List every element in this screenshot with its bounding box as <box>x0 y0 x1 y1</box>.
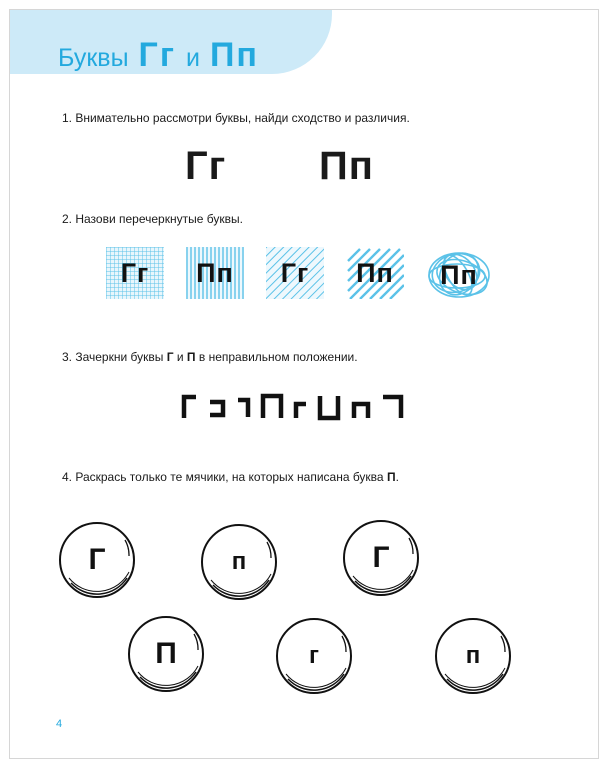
ball[interactable] <box>274 616 354 696</box>
ball-letter: п <box>231 548 247 575</box>
tile-letters: Пп <box>356 257 394 288</box>
task-2-text: 2. Назови перечеркнутые буквы. <box>62 212 243 226</box>
ball[interactable] <box>199 522 279 602</box>
tile-letters: Гг <box>280 257 310 288</box>
ball-letter: Г <box>372 541 390 574</box>
task-1-text: 1. Внимательно рассмотри буквы, найди сходство и различия. <box>62 111 410 125</box>
ball-letter: Г <box>88 543 106 576</box>
task-3-letter-p: П <box>186 350 196 364</box>
task-4-text: 4. Раскрась только те мячики, на которых написана буква П. <box>62 470 399 484</box>
title-word: Буквы <box>58 44 129 72</box>
ball[interactable] <box>433 616 513 696</box>
shape-p-upright <box>263 396 281 418</box>
shape-p-rotated-right <box>210 402 223 415</box>
tile-diagonal-lines <box>266 247 324 299</box>
shape-g-mirrored-tall <box>383 397 401 418</box>
ball[interactable] <box>126 614 206 694</box>
tile-scribble <box>426 247 484 299</box>
ball-letter: п <box>465 642 481 669</box>
tile-letters: Гг <box>120 257 150 288</box>
task-4-letter-p: П <box>386 470 396 484</box>
tile-letters: Пп <box>440 259 478 290</box>
shape-g-upright <box>184 397 196 418</box>
ball[interactable] <box>57 520 137 600</box>
title-letters-g: Гг <box>138 36 176 74</box>
shape-g-small <box>296 404 306 418</box>
tile-zigzag-lines <box>346 247 404 299</box>
page-title <box>58 36 259 75</box>
page-number: 4 <box>56 718 63 730</box>
ball-letter: П <box>155 637 177 670</box>
title-letters-p: Пп <box>209 36 259 74</box>
tile-letters: Пп <box>196 257 234 288</box>
shape-g-mirrored <box>238 400 248 417</box>
rotated-letters-row <box>178 393 418 426</box>
shape-p-upside-down <box>320 396 338 418</box>
tile-vertical-lines <box>186 247 244 299</box>
task-3-letter-g: Г <box>166 350 174 364</box>
tile-grid <box>106 247 164 299</box>
task-3-text: 3. Зачеркни буквы Г и П в неправильном положении. <box>62 350 358 364</box>
task-1-letters-p: Пп <box>319 144 374 188</box>
ball-letter: г <box>309 642 319 669</box>
shape-p-small <box>354 404 368 418</box>
ball[interactable] <box>341 518 421 598</box>
task-1-letters-g: Гг <box>185 144 227 188</box>
title-and: и <box>185 44 200 72</box>
